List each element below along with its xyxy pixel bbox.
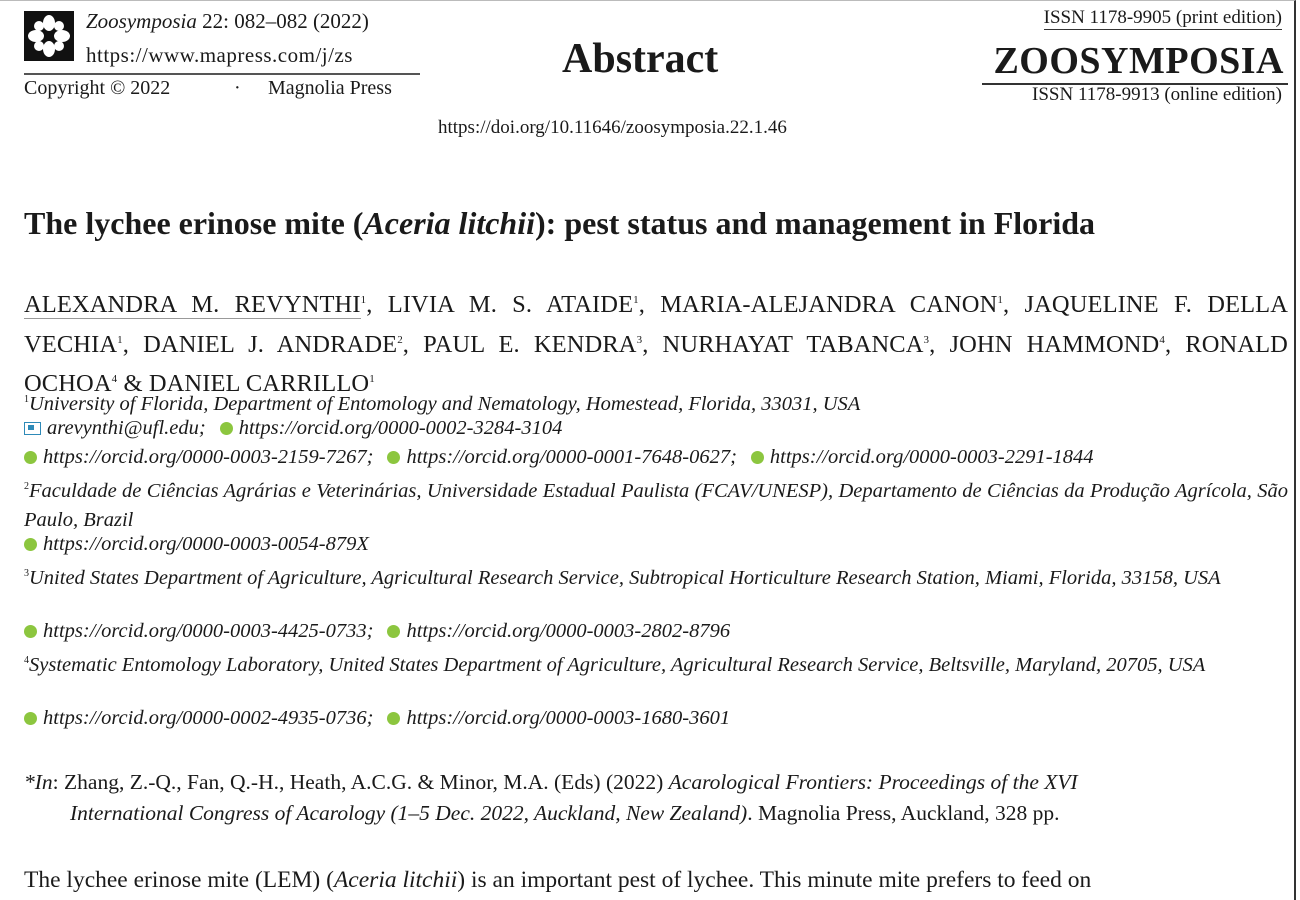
author-sup: 1 <box>117 333 123 346</box>
journal-brand-title: ZOOSYMPOSIA <box>993 40 1284 82</box>
orcid-icon <box>387 451 400 464</box>
author-sup: 4 <box>1159 333 1165 346</box>
orcid-icon <box>387 712 400 725</box>
orcid-icon <box>387 625 400 638</box>
footnote-text: : Zhang, Z.-Q., Fan, Q.-H., Heath, A.C.G. & Minor, M.A. (Eds) (2022) <box>52 770 669 794</box>
author-name: PAUL E. KENDRA <box>423 330 637 358</box>
orcid-line-1 <box>24 443 1288 472</box>
orcid-link[interactable]: https://orcid.org/0000-0003-0054-879X <box>43 533 369 555</box>
article-title <box>24 205 1095 242</box>
orcid-link[interactable]: https://orcid.org/0000-0003-2802-8796 <box>406 620 731 642</box>
issn-print: ISSN 1178-9905 (print edition) <box>1043 7 1282 28</box>
author-sup: 4 <box>111 373 118 385</box>
author-name: DANIEL J. ANDRADE <box>143 330 398 358</box>
affiliation-text: Systematic Entomology Laboratory, United States Department of Agriculture, Agricultural Research Service, Beltsville, Maryland, 20705, USA <box>29 654 1206 676</box>
publisher-name: Magnolia Press <box>268 77 392 99</box>
author-sep: , <box>642 330 663 358</box>
author-sep: , <box>366 291 388 318</box>
abstract-body <box>24 867 1288 894</box>
author-name: RONALD OCHOA <box>24 330 1288 397</box>
author-sep: & <box>117 370 149 397</box>
author-name: LIVIA M. S. ATAIDE <box>387 291 634 318</box>
orcid-link[interactable]: https://orcid.org/0000-0002-4935-0736; <box>43 707 374 729</box>
orcid-icon <box>24 451 37 464</box>
doi-link[interactable]: https://doi.org/10.11646/zoosymposia.22.1.46 <box>438 117 787 138</box>
journal-name: Zoosymposia <box>86 9 197 33</box>
author-name: DANIEL CARRILLO <box>148 370 370 397</box>
journal-citation <box>86 9 369 34</box>
orcid-icon <box>751 451 764 464</box>
affiliation-sup: 4 <box>24 655 29 666</box>
title-start: The lychee erinose mite ( <box>24 205 364 241</box>
affiliation-text: United States Department of Agriculture, Agricultural Research Service, Subtropical Horticulture Research Station, Miami, Florida, 33158, USA <box>29 567 1221 589</box>
orcid-icon <box>220 422 233 435</box>
orcid-link[interactable]: https://orcid.org/0000-0003-2291-1844 <box>769 446 1094 468</box>
author-sup: 2 <box>397 333 403 346</box>
zoosymposia-logo-icon <box>24 11 74 61</box>
affiliation-3 <box>24 559 1288 593</box>
author-sup: 1 <box>997 294 1003 306</box>
author-sup: 1 <box>369 373 375 385</box>
orcid-line-2 <box>24 530 1288 559</box>
author-sep: , <box>1002 291 1025 318</box>
orcid-link[interactable]: https://orcid.org/0000-0001-7648-0627; <box>406 446 737 468</box>
author-name[interactable]: ALEXANDRA M. REVYNTHI <box>24 291 361 318</box>
affiliation-4 <box>24 646 1288 680</box>
email-icon <box>24 422 41 435</box>
orcid-link[interactable]: https://orcid.org/0000-0003-4425-0733; <box>43 620 374 642</box>
title-end: ): pest status and management in Florida <box>535 205 1096 241</box>
orcid-line-4 <box>24 704 1288 733</box>
journal-url-link[interactable]: https://www.mapress.com/j/zs <box>86 43 353 67</box>
footnote-marker: *In <box>24 770 53 794</box>
author-sep: , <box>402 330 424 358</box>
orcid-link[interactable]: https://orcid.org/0000-0002-3284-3104 <box>238 417 563 439</box>
author-sep: , <box>638 291 661 318</box>
author-sep: , <box>929 330 950 358</box>
author-sup: 3 <box>923 333 930 346</box>
affiliation-sup: 3 <box>24 568 29 579</box>
affiliation-sup: 2 <box>24 481 29 492</box>
affiliation-text: University of Florida, Department of Entomology and Nematology, Homestead, Florida, 33031, USA <box>29 393 861 415</box>
author-name: MARIA-ALEJANDRA CANON <box>660 291 998 318</box>
footnote-italic: Acarological Frontiers: Proceedings of the XVI <box>668 770 1078 794</box>
orcid-icon <box>24 625 37 638</box>
footnote-text: . Magnolia Press, Auckland, 328 pp. <box>747 801 1060 825</box>
author-list <box>24 283 1288 402</box>
body-start: The lychee erinose mite (LEM) ( <box>24 867 334 893</box>
author-sup: 3 <box>636 333 643 346</box>
issn-online: ISSN 1178-9913 (online edition) <box>1032 84 1282 105</box>
body-end: ) is an important pest of lychee. This minute mite prefers to feed on <box>457 867 1092 893</box>
footnote-continuation <box>24 798 1288 829</box>
footnote-italic: International Congress of Acarology (1–5 Dec. 2022, Auckland, New Zealand) <box>70 801 748 825</box>
title-species: Aceria litchii <box>363 205 535 241</box>
header-divider <box>24 73 420 75</box>
author-sup: 1 <box>360 294 367 306</box>
proceedings-footnote <box>24 767 1288 829</box>
author-name: NURHAYAT TABANCA <box>662 330 924 358</box>
orcid-link[interactable]: https://orcid.org/0000-0003-2159-7267; <box>43 446 374 468</box>
copyright-separator: · <box>234 77 241 99</box>
orcid-link[interactable]: https://orcid.org/0000-0003-1680-3601 <box>406 707 731 729</box>
affiliation-2 <box>24 472 1288 535</box>
author-name: JOHN HAMMOND <box>949 330 1160 358</box>
author-sup: 1 <box>633 294 639 306</box>
contact-line-1 <box>24 414 1288 443</box>
abstract-heading: Abstract <box>562 36 719 82</box>
email-link[interactable]: arevynthi@ufl.edu; <box>47 417 206 439</box>
author-sep: , <box>122 330 144 358</box>
affiliation-text: Faculdade de Ciências Agrárias e Veterinárias, Universidade Estadual Paulista (FCAV/UNESP), Departamento de Ciências da Produção Agrícola, São Paulo, Brazil <box>24 480 1288 531</box>
copyright-text: Copyright © 2022 <box>24 77 171 99</box>
body-species: Aceria litchii <box>333 867 458 893</box>
journal-issue: 22: 082–082 (2022) <box>196 9 369 33</box>
orcid-line-3 <box>24 617 1288 646</box>
orcid-icon <box>24 538 37 551</box>
author-sep: , <box>1164 330 1186 358</box>
author-name: JAQUELINE F. DELLA VECHIA <box>24 291 1289 358</box>
orcid-icon <box>24 712 37 725</box>
affiliation-sup: 1 <box>24 394 29 405</box>
